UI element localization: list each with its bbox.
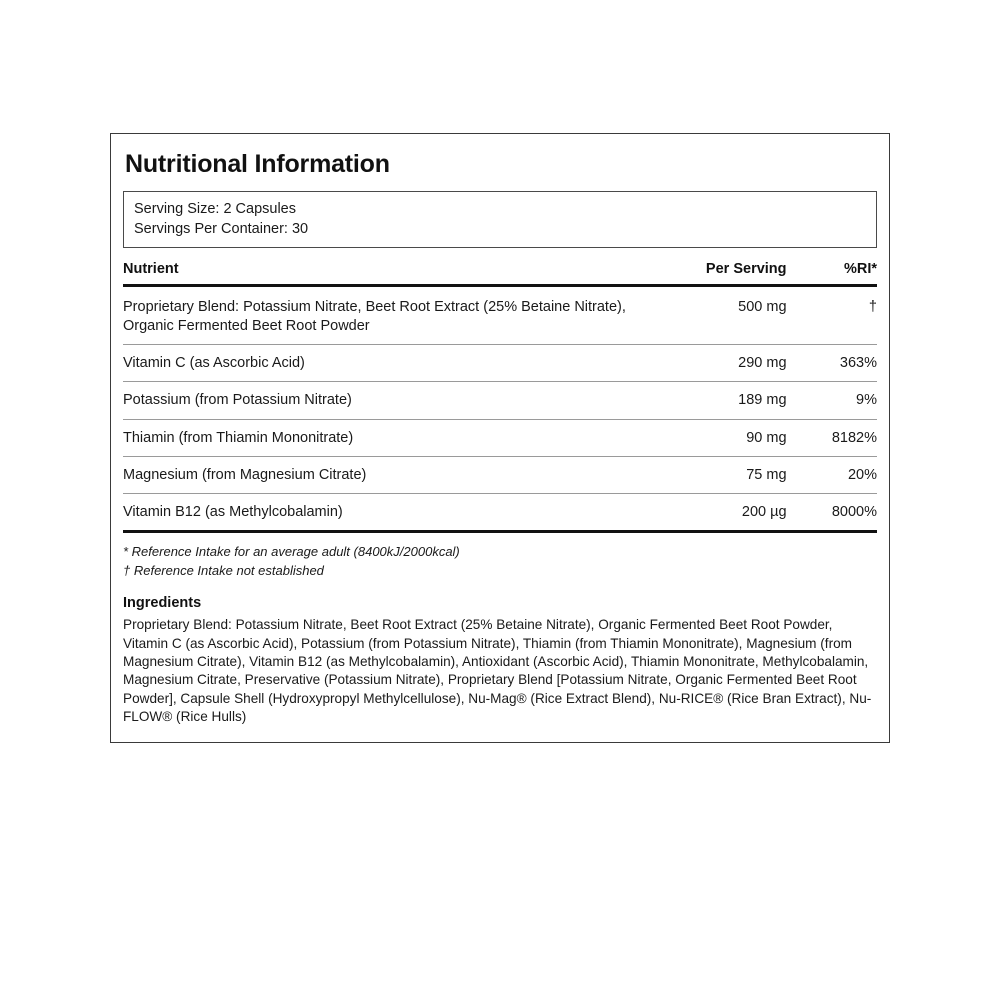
table-row xyxy=(123,285,877,345)
cell-ri: † xyxy=(787,285,877,345)
cell-ri: 8000% xyxy=(787,494,877,532)
cell-per-serving: 290 mg xyxy=(673,345,786,382)
table-row xyxy=(123,382,877,419)
cell-ri: 363% xyxy=(787,345,877,382)
cell-nutrient: Thiamin (from Thiamin Mononitrate) xyxy=(123,419,673,456)
cell-nutrient: Vitamin B12 (as Methylcobalamin) xyxy=(123,494,673,532)
nutrition-table xyxy=(123,261,877,534)
cell-nutrient: Potassium (from Potassium Nitrate) xyxy=(123,382,673,419)
nutrition-table-header xyxy=(123,261,877,286)
table-row xyxy=(123,345,877,382)
footnote-reference-intake: * Reference Intake for an average adult (8400kJ/2000kcal) xyxy=(123,544,460,560)
servings-per-container-text: Servings Per Container: 30 xyxy=(134,220,309,237)
cell-ri: 9% xyxy=(787,382,877,419)
column-header-ri: %RI* xyxy=(787,261,877,286)
footnotes xyxy=(123,543,877,580)
nutritional-information-panel xyxy=(110,133,890,743)
cell-nutrient: Magnesium (from Magnesium Citrate) xyxy=(123,456,673,493)
serving-size-text: Serving Size: 2 Capsules xyxy=(134,200,296,217)
cell-per-serving: 200 µg xyxy=(673,494,786,532)
cell-per-serving: 75 mg xyxy=(673,456,786,493)
ingredients-heading: Ingredients xyxy=(123,595,202,612)
cell-ri: 8182% xyxy=(787,419,877,456)
page-title: Nutritional Information xyxy=(125,150,390,178)
cell-nutrient: Vitamin C (as Ascorbic Acid) xyxy=(123,345,673,382)
ingredients-text: Proprietary Blend: Potassium Nitrate, Beet Root Extract (25% Betaine Nitrate), Organic Fermented Beet Root Powder, Vitamin C (as Ascorbic Acid), Potassium (from Potassium Nitrate), Thiamin (from Thiamin Mononitrate), Magnesium (from Magnesium Citrate), Vitamin B12 (as Methylcobalamin), Antioxidant (Ascorbic Acid), Thiamin Mononitrate, Methylcobalamin, Magnesium Citrate, Preservative (Potassium Nitrate), Proprietary Blend [Potassium Nitrate, Organic Fermented Beet Root Powder], Capsule Shell (Hydroxypropyl Methylcellulose), Nu-Mag® (Rice Extract Blend), Nu-RICE® (Rice Bran Extract), Nu-FLOW® (Rice Hulls) xyxy=(123,617,872,725)
table-header-row xyxy=(123,261,877,286)
column-header-per-serving: Per Serving xyxy=(673,261,786,286)
cell-ri: 20% xyxy=(787,456,877,493)
table-row xyxy=(123,419,877,456)
table-row xyxy=(123,494,877,532)
cell-nutrient: Proprietary Blend: Potassium Nitrate, Beet Root Extract (25% Betaine Nitrate), Organic Fermented Beet Root Powder xyxy=(123,285,673,345)
cell-per-serving: 90 mg xyxy=(673,419,786,456)
cell-per-serving: 189 mg xyxy=(673,382,786,419)
serving-info-box xyxy=(123,191,877,248)
cell-per-serving: 500 mg xyxy=(673,285,786,345)
footnote-not-established: † Reference Intake not established xyxy=(123,562,324,578)
nutrition-table-body xyxy=(123,285,877,532)
table-row xyxy=(123,456,877,493)
column-header-nutrient: Nutrient xyxy=(123,261,673,286)
